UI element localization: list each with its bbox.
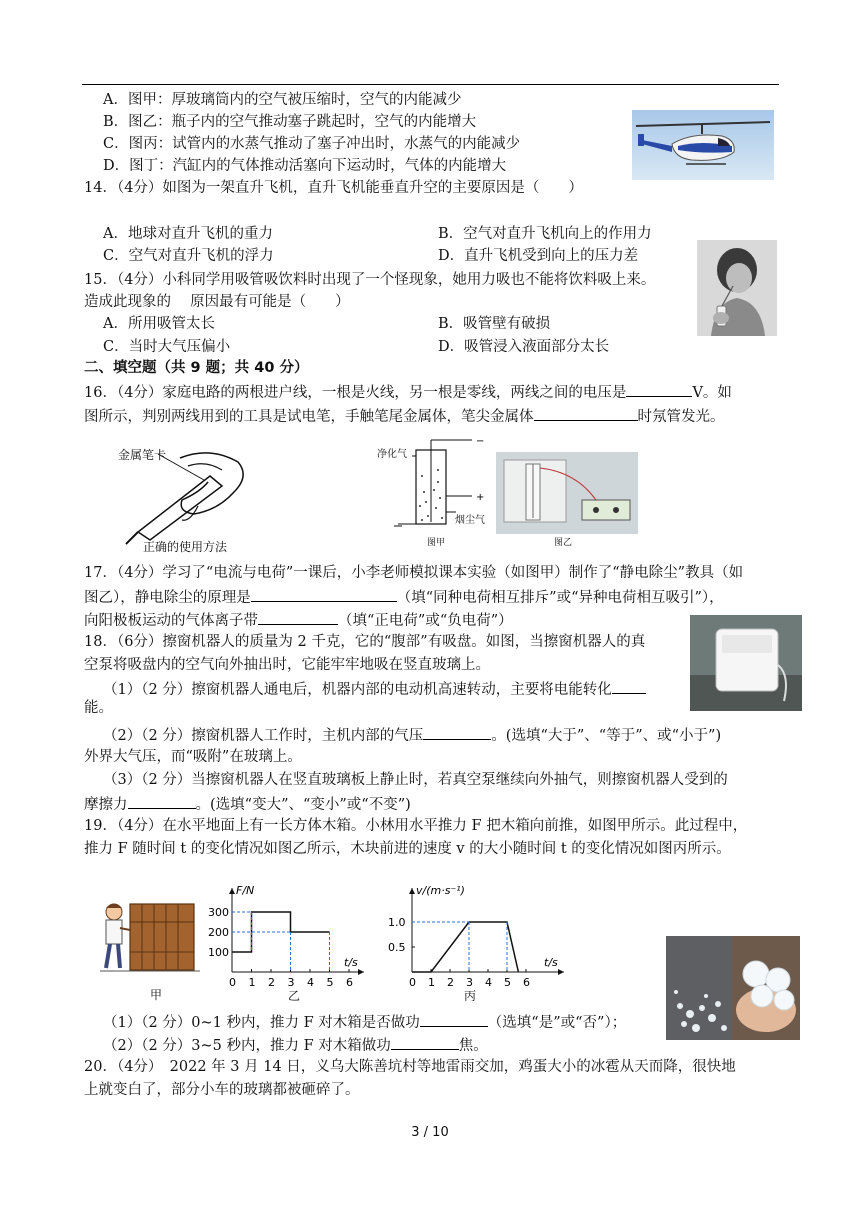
top-rule [82, 84, 779, 85]
q17-line2: 图乙），静电除尘的原理是 （填“同种电荷相互排斥”或“异种电荷相互吸引”）， [84, 586, 724, 608]
y-axis-label: F/N [236, 884, 255, 897]
x-tick-label: 5 [326, 976, 334, 988]
x-tick-label: 2 [447, 976, 454, 988]
q19-blank-joules[interactable] [391, 1034, 459, 1050]
q18-sub3-cont: 摩擦力 。(选填“变大”、“变小”或“不变”) [84, 793, 411, 815]
x-tick-label: 2 [268, 976, 275, 988]
x-tick-label: 6 [523, 976, 530, 988]
x-tick-label: 4 [485, 976, 492, 988]
precipitator-label-clean-gas: 净化气 [377, 449, 407, 460]
q18-sub3: （3）（2 分）当擦窗机器人在竖直玻璃板上静止时，若真空泵继续向外抽气，则擦窗机器人受到的 [103, 772, 728, 788]
q14-option-c: C．空气对直升飞机的浮力 [103, 248, 274, 264]
y-tick-label: 1.0 [388, 916, 406, 929]
window-robot-photo [690, 615, 802, 711]
dust-removal-kit-photo [496, 452, 638, 534]
x-axis-label: t/s [344, 956, 358, 969]
x-axis-arrow [358, 969, 364, 975]
q18-sub1-cont: 能。 [84, 700, 113, 716]
x-tick-label: 6 [346, 976, 353, 988]
q18-sub1: （1）（2 分）擦窗机器人通电后，机器内部的电动机高速转动，主要将电能转化 [103, 678, 646, 700]
svg-text:−: − [476, 436, 485, 447]
q17-line1: 17．（4分）学习了“电流与电荷”一课后，小李老师模拟课本实验（如图甲）制作了“静电除尘”教具（如 [84, 565, 744, 581]
x-tick-label: 4 [307, 976, 314, 988]
series-line [412, 922, 518, 972]
q15-stem-line1: 15．（4分）小科同学用吸管吸饮料时出现了一个怪现象，她用力吸也不能将饮料吸上来。 [84, 272, 656, 288]
caption-fig-jia-19: 甲 [150, 988, 163, 1002]
x-tick-label: 5 [504, 976, 511, 988]
q14-option-a: A．地球对直升飞机的重力 [103, 226, 273, 242]
q20-line1: 20．（4分） 2022 年 3 月 14 日，义乌大陈善坑村等地雷雨交加，鸡蛋大小的冰雹从天而降，很快地 [84, 1059, 736, 1075]
q16-line1: 16．（4分）家庭电路的两根进户线，一根是火线，另一根是零线，两线之间的电压是 V。如 [84, 381, 732, 403]
precipitator-label-smoke: 烟尘气 [455, 515, 485, 526]
girl-drinking-photo [697, 240, 777, 336]
q19-sub2: （2）（2 分）3~5 秒内，推力 F 对木箱做功 焦。 [103, 1034, 488, 1056]
series-line [232, 912, 330, 952]
y-tick-label: 300 [208, 906, 229, 919]
q18-blank-energy[interactable] [612, 678, 646, 694]
y-axis-arrow [409, 888, 415, 894]
q13-option-d: D．图丁：汽缸内的气体推动活塞向下运动时，气体的内能增大 [103, 158, 507, 174]
test-pen-caption: 正确的使用方法 [143, 540, 228, 554]
y-tick-label: 100 [208, 946, 229, 959]
svg-text:+: + [476, 492, 485, 503]
q16-blank-tip[interactable] [534, 405, 638, 421]
q17-blank-principle[interactable] [251, 586, 397, 602]
q13-option-a: A．图甲：厚玻璃筒内的空气被压缩时，空气的内能减少 [103, 92, 462, 108]
q18-sub2: （2）（2 分）擦窗机器人工作时，主机内部的气压 。(选填“大于”、“等于”、或“小于”) [103, 724, 721, 746]
x-axis-arrow [558, 969, 564, 975]
q13-option-c: C．图丙：试管内的水蒸气推动了塞子冲出时，水蒸气的内能减少 [103, 136, 521, 152]
x-tick-label: 1 [428, 976, 435, 988]
q17-blank-charge[interactable] [258, 609, 338, 625]
page-number: 3 / 10 [411, 1125, 449, 1140]
force-time-chart [200, 880, 372, 988]
x-tick-label: 3 [287, 976, 295, 988]
x-tick-label: 0 [409, 976, 416, 988]
x-tick-label: 3 [466, 976, 473, 988]
velocity-time-chart [376, 880, 576, 988]
q18-line2: 空泵将吸盘内的空气向外抽出时，它能牢牢地吸在竖直玻璃上。 [84, 657, 490, 673]
q14-option-d: D．直升飞机受到向上的压力差 [438, 248, 639, 264]
q16-blank-voltage[interactable] [626, 381, 692, 397]
hailstones-photo [666, 936, 800, 1040]
x-axis-label: t/s [544, 956, 558, 969]
y-axis-label: v/(m·s⁻¹) [416, 884, 465, 897]
test-pen-label-clip: 金属笔卡 [118, 448, 167, 462]
q18-line1: 18．（6分）擦窗机器人的质量为 2 千克，它的“腹部”有吸盘。如图，当擦窗机器人的真 [84, 634, 646, 650]
q15-option-a: A．所用吸管太长 [103, 316, 215, 332]
q15-option-c: C．当时大气压偏小 [103, 339, 231, 355]
section-heading-fill-in: 二、填空题（共 9 题；共 40 分） [84, 360, 309, 376]
q14-option-b: B．空气对直升飞机向上的作用力 [438, 226, 652, 242]
q18-blank-friction[interactable] [128, 793, 196, 809]
q19-sub1: （1）（2 分）0~1 秒内，推力 F 对木箱是否做功 （选填“是”或“否”）； [103, 1011, 626, 1033]
caption-fig-yi-17: 图乙 [554, 538, 573, 548]
x-tick-label: 1 [248, 976, 256, 988]
q14-stem: 14．（4分）如图为一架直升飞机，直升飞机能垂直升空的主要原因是（ ） [84, 180, 583, 196]
q17-line3: 向阳极板运动的气体离子带 （填“正电荷”或“负电荷”） [84, 609, 513, 631]
person-pushing-box-figure [100, 900, 200, 974]
q15-option-b: B．吸管壁有破损 [438, 316, 551, 332]
q19-blank-work[interactable] [420, 1011, 488, 1027]
q15-option-d: D．吸管浸入液面部分太长 [438, 339, 610, 355]
y-tick-label: 200 [208, 926, 229, 939]
x-tick-label: 0 [229, 976, 236, 988]
q16-line2: 图所示，判别两线用到的工具是试电笔，手触笔尾金属体，笔尖金属体 时氖管发光。 [84, 405, 725, 427]
caption-fig-bing-19: 丙 [464, 989, 477, 1003]
q13-option-b: B．图乙：瓶子内的空气推动塞子跳起时，空气的内能增大 [103, 114, 477, 130]
helicopter-photo [632, 110, 774, 180]
q20-line2: 上就变白了，部分小车的玻璃都被砸碎了。 [84, 1082, 360, 1098]
y-tick-label: 0.5 [388, 941, 406, 954]
q18-blank-pressure[interactable] [423, 724, 491, 740]
y-axis-arrow [229, 888, 235, 894]
q19-line1: 19．（4分）在水平地面上有一长方体木箱。小林用水平推力 F 把木箱向前推，如图甲所示。此过程中， [84, 818, 748, 834]
q18-sub2-cont: 外界大气压，而“吸附”在玻璃上。 [84, 749, 302, 765]
caption-fig-jia-17: 图甲 [427, 538, 446, 548]
caption-fig-yi-19: 乙 [288, 989, 301, 1003]
q19-line2: 推力 F 随时间 t 的变化情况如图乙所示，木块前进的速度 v 的大小随时间 t 的变化情况如图丙所示。 [84, 841, 731, 857]
q15-stem-line2: 造成此现象的 原因最有可能是（ ） [84, 294, 350, 310]
